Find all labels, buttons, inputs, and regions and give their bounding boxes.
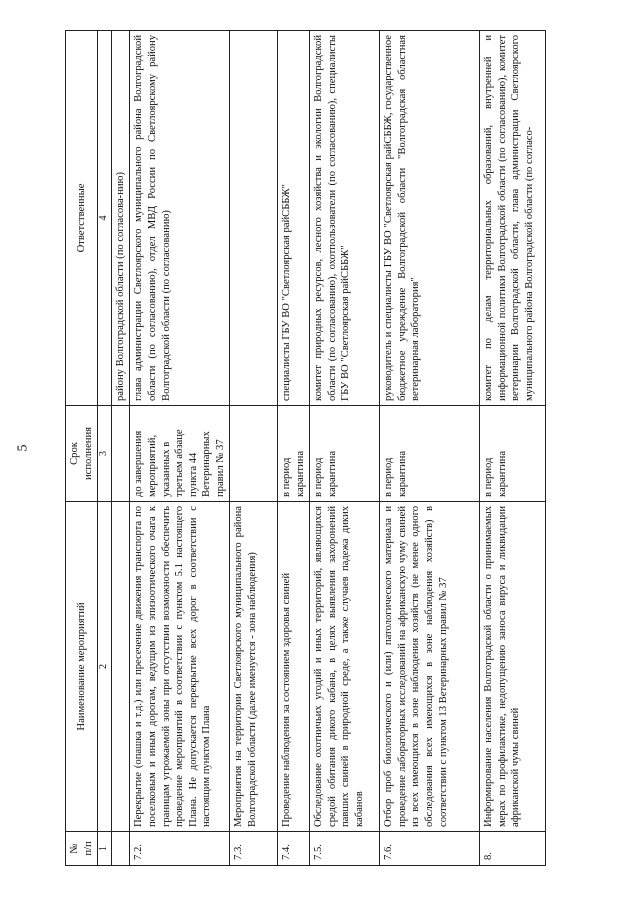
continuation-row — [111, 31, 130, 866]
row-term: в период карантина — [380, 406, 480, 502]
row-measure: Перекрытие (опашка и т.д.) или пресечение движения транспорта по поселковым и иным дорогам, ведущим из эпизоотического очага к границам угрожаемой зоны при отсутствии возможности обеспечить проведение мероприятий в соответствии с пунктом 5.1 настоящего Плана. Не допускается перекрытие всех дорог в соответствии с настоящим пунктом Плана — [130, 502, 230, 832]
row-term: до завершения мероприятий, указанных в третьем абзаце пункта 44 Ветеринарных правил № 37 — [130, 406, 230, 502]
row-number: 7.3. — [230, 832, 278, 866]
table-header-row — [66, 31, 98, 866]
column-number: 3 — [98, 406, 112, 502]
row-term — [230, 406, 278, 502]
row-responsible: комитет природных ресурсов, лесного хозяйства и экологии Волгоградской области (по согласованию), охотпользователи (по согласованию), специалисты ГБУ ВО "Светлоярская райСББЖ" — [310, 31, 380, 406]
row-measure: Информирование населения Волгоградской области о принимаемых мерах по профилактике, недопущению заноса вируса и ликвидации африканской чумы свиней — [480, 502, 546, 832]
row-number: 8. — [480, 832, 546, 866]
table-row — [130, 31, 230, 866]
page-number: 5 — [15, 444, 31, 452]
row-responsible: глава администрации Светлоярского муниципального района Волгоградской области (по согласованию), отдел МВД России по Светлоярскому району Волгоградской области (по согласованию) — [130, 31, 230, 406]
row-measure: Обследование охотничьих угодий и иных территорий, являющихся средой обитания дикого кабана, в целях выявления захоронений павших свиней в природной среде, а также случаев падежа диких кабанов — [310, 502, 380, 832]
row-term: в период карантина — [310, 406, 380, 502]
header-name: Наименование мероприятий — [66, 502, 98, 832]
row-responsible: комитет по делам территориальных образований, внутренней и информационной политики Волгоградской области (по согласованию), комитет ветеринарии Волгоградской области, глава администрации Светлоярского муниципального района Волгоградской области (по согласо- — [480, 31, 546, 406]
row-term: в период карантина — [480, 406, 546, 502]
row-term: в период карантина — [278, 406, 310, 502]
row-responsible — [230, 31, 278, 406]
column-number: 4 — [98, 31, 112, 406]
table-row — [230, 31, 278, 866]
measures-table — [65, 30, 546, 866]
row-responsible: специалисты ГБУ ВО "Светлоярская райСББЖ" — [278, 31, 310, 406]
row-responsible: руководитель и специалисты ГБУ ВО "Светлоярская райСББЖ, государственное бюджетное учреждение Волгоградской области "Волгоградская областная ветеринарная лаборатория" — [380, 31, 480, 406]
row-measure: Мероприятия на территории Светлоярского муниципального района Волгоградской области (далее именуется - зона наблюдения) — [230, 502, 278, 832]
continuation-cell: району Волгоградской области (по согласова-нию) — [111, 31, 130, 406]
row-number: 7.4. — [278, 832, 310, 866]
column-number-row — [98, 31, 112, 866]
measures-table-sheet — [65, 31, 625, 866]
table-row — [278, 31, 310, 866]
row-measure: Отбор проб биологического и (или) патологического материала и проведение лабораторных исследований на африканскую чуму свиней из всех имеющихся в зоне наблюдения хозяйств (не менее одного обследования всех имеющихся в зоне наблюдения хозяйств) в соответствии с пунктом 13 Ветеринарных правил № 37 — [380, 502, 480, 832]
row-measure: Проведение наблюдения за состоянием здоровья свиней — [278, 502, 310, 832]
column-number: 2 — [98, 502, 112, 832]
header-responsible: Ответственные — [66, 31, 98, 406]
column-number: 1 — [98, 832, 112, 866]
table-row — [480, 31, 546, 866]
table-row — [380, 31, 480, 866]
header-term: Срок исполнения — [66, 406, 98, 502]
row-number: 7.5. — [310, 832, 380, 866]
row-number: 7.6. — [380, 832, 480, 866]
row-number: 7.2. — [130, 832, 230, 866]
table-row — [310, 31, 380, 866]
header-num: № п/п — [66, 832, 98, 866]
